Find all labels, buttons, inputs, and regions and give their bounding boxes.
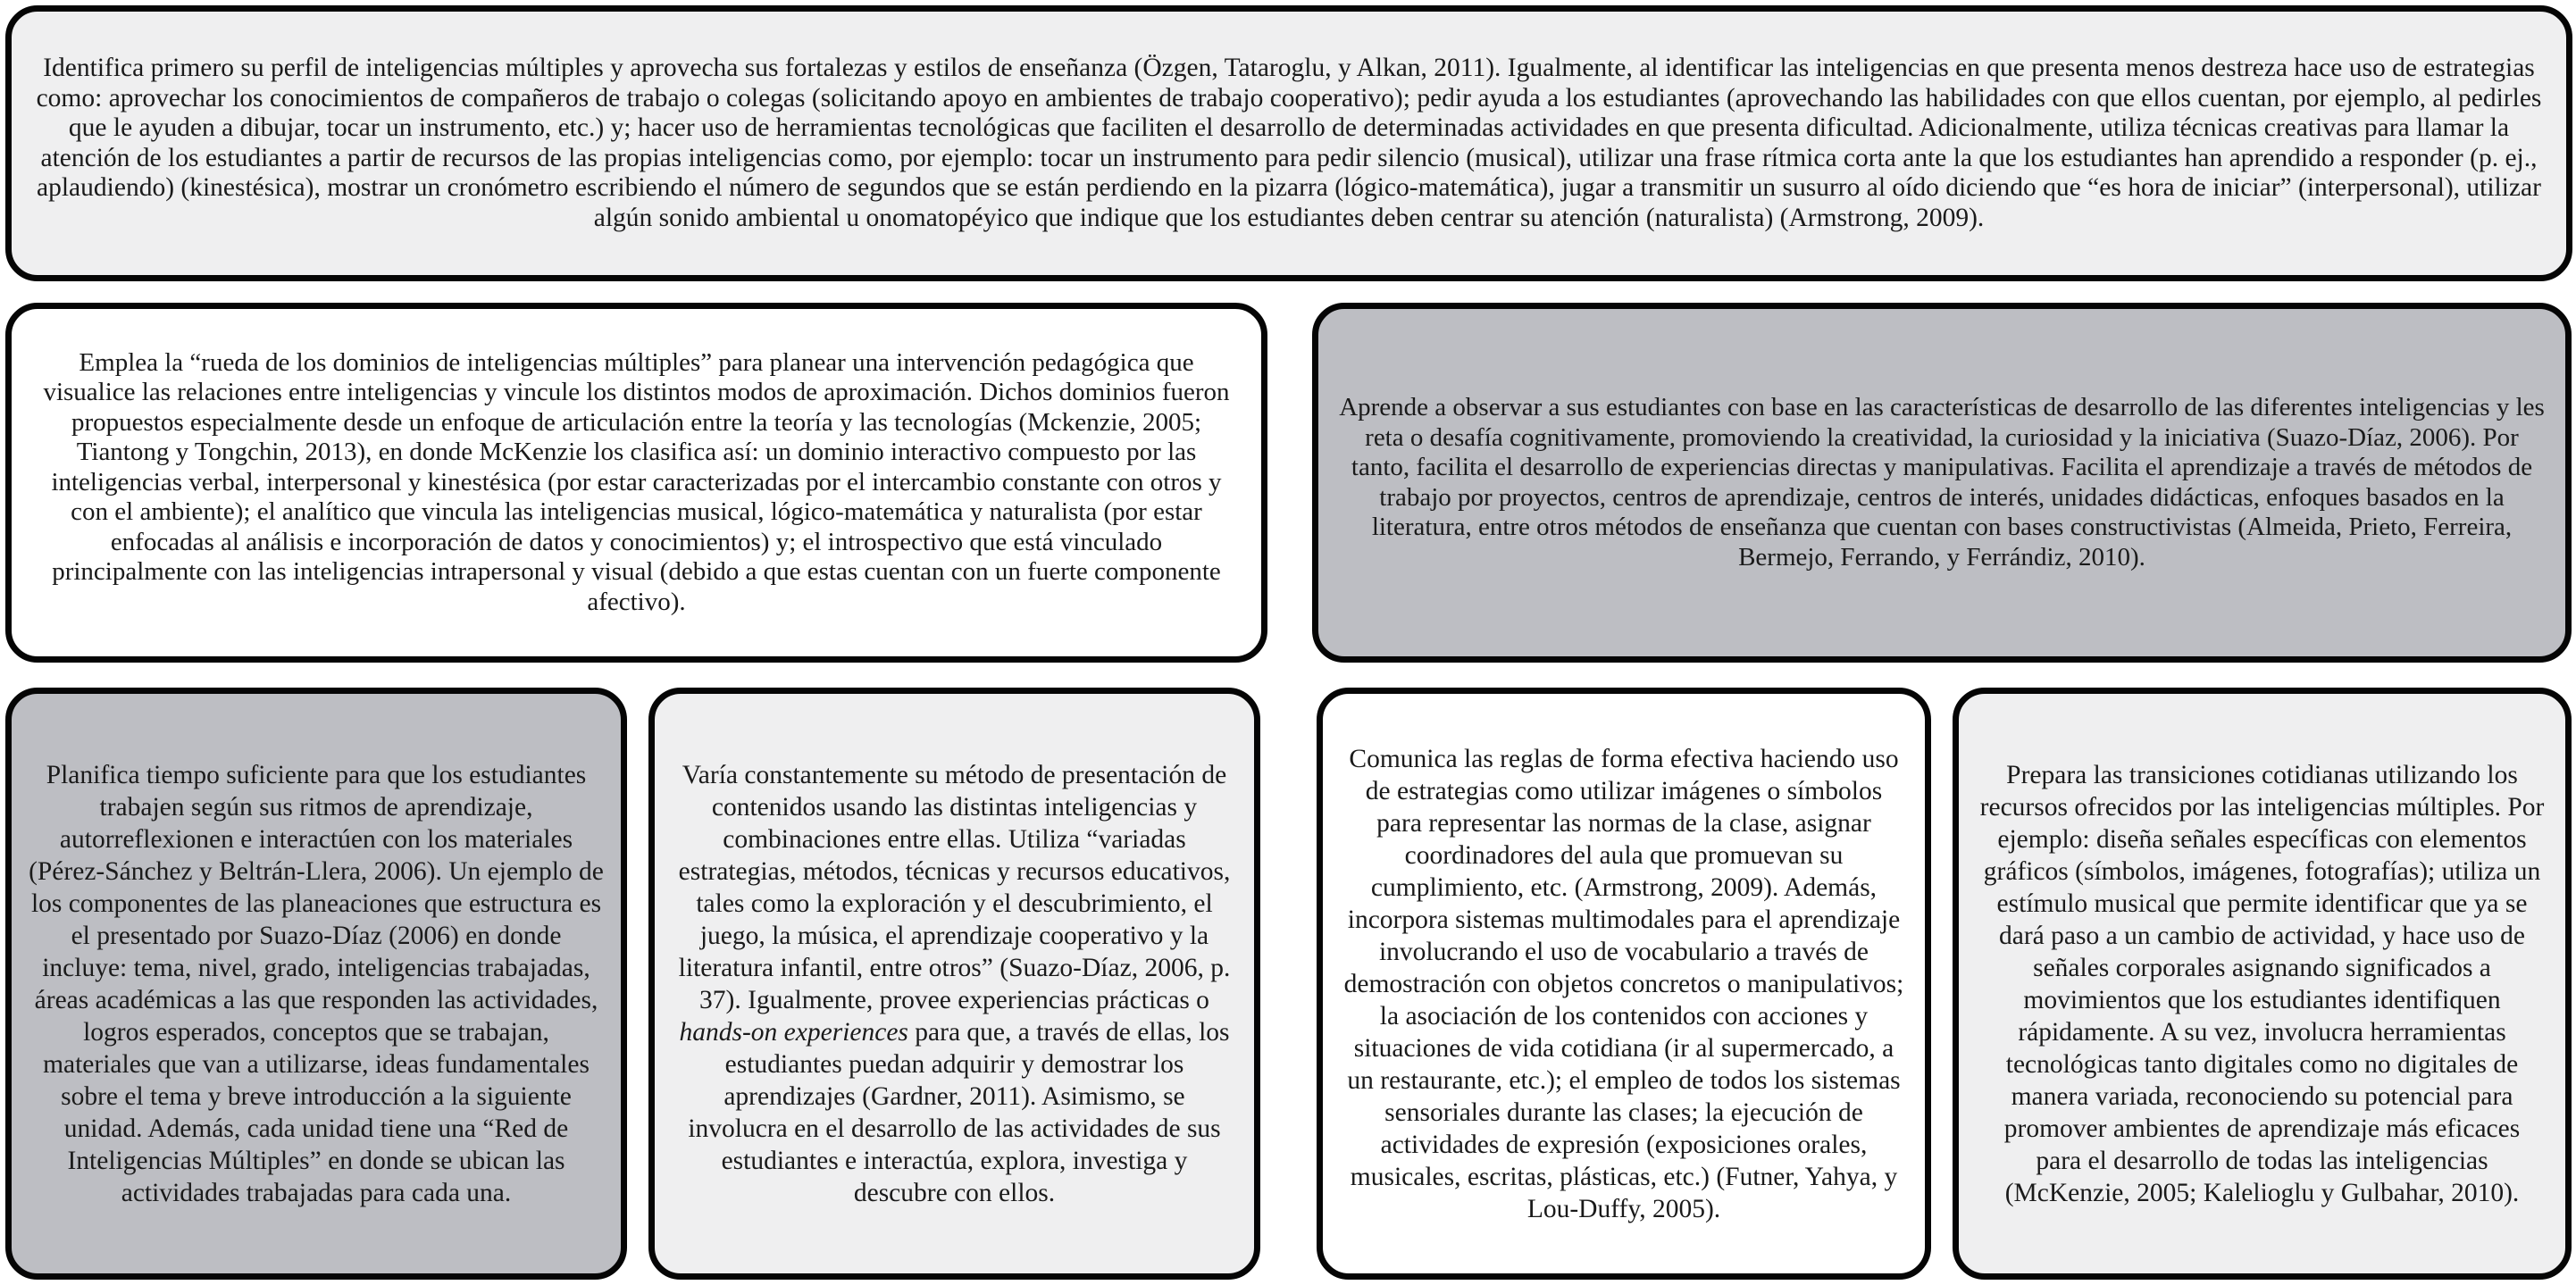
dominios-wheel-box	[5, 303, 1267, 663]
transitions-text: Prepara las transiciones cotidianas utilizando los recursos ofrecidos por las inteligencias múltiples. Por ejemplo: diseña señales específicas con elementos gráficos (símbolos, imágenes, fotografías); utiliza un estímulo musical que permite identificar que ya se dará paso a un cambio de actividad, y hace uso de señales corporales asignando significados a movimientos que los estudiantes identifiquen rápidamente. A su vez, involucra herramientas tecnológicas tanto digitales como no digitales de manera variada, reconociendo su potencial para promover ambientes de aprendizaje más eficaces para el desarrollo de todas las inteligencias (McKenzie, 2005; Kalelioglu y Gulbahar, 2010).	[1979, 760, 2545, 1207]
top-strategy-box	[5, 5, 2572, 281]
hands-on-experiences-term: hands-on experiences	[679, 1017, 908, 1047]
observe-students-box	[1312, 303, 2572, 663]
communicate-rules-box	[1317, 688, 1931, 1280]
plan-time-box	[5, 688, 627, 1280]
observe-students-text: Aprende a observar a sus estudiantes con base en las características de desarrollo de las diferentes inteligencias y les reta o desafía cognitivamente, promoviendo la creatividad, la curiosidad y la iniciativa (Suazo-Díaz, 2006). Por tanto, facilita el desarrollo de experiencias directas y manipulativas. Facilita el aprendizaje a través de métodos de trabajo por proyectos, centros de aprendizaje, centros de interés, unidades didácticas, enfoques basados en la literatura, entre otros métodos de enseñanza que cuentan con bases constructivistas (Almeida, Prieto, Ferreira, Bermejo, Ferrando, y Ferrándiz, 2010).	[1339, 393, 2545, 572]
communicate-rules-text: Comunica las reglas de forma efectiva haciendo uso de estrategias como utilizar imágenes o símbolos para representar las normas de la clase, asignar coordinadores del aula que promuevan su cumplimiento, etc. (Armstrong, 2009). Además, incorpora sistemas multimodales para el aprendizaje involucrando el uso de vocabulario a través de demostración con objetos concretos o manipulativos; la asociación de los contenidos con acciones y situaciones de vida cotidiana (ir al supermercado, a un restaurante, etc.); el empleo de todos los sistemas sensoriales durante las clases; la ejecución de actividades de expresión (exposiciones orales, musicales, escritas, plásticas, etc.) (Futner, Yahya, y Lou-Duffy, 2005).	[1343, 744, 1904, 1223]
top-strategy-text: Identifica primero su perfil de inteligencias múltiples y aprovecha sus fortalezas y estilos de enseñanza (Özgen, Tataroglu, y Alkan, 2011). Igualmente, al identificar las inteligencias en que presenta menos destreza hace uso de estrategias como: aprovechar los conocimientos de compañeros de trabajo o colegas (solicitando apoyo en ambientes de trabajo cooperativo); pedir ayuda a los estudiantes (aprovechando las habilidades con que ellos cuentan, por ejemplo, al pedirles que le ayuden a dibujar, tocar un instrumento, etc.) y; hacer uso de herramientas tecnológicas que faciliten el desarrollo de determinadas actividades en que presenta dificultad. Adicionalmente, utiliza técnicas creativas para llamar la atención de los estudiantes a partir de recursos de las propias inteligencias como, por ejemplo: tocar un instrumento para pedir silencio (musical), utilizar una frase rítmica corta ante la que los estudiantes han aprendido a responder (p. ej., aplaudiendo) (kinestésica), mostrar un cronómetro escribiendo el número de segundos que se están perdiendo en la pizarra (lógico-matemática), jugar a transmitir un susurro al oído diciendo que “es hora de iniciar” (interpersonal), utilizar algún sonido ambiental u onomatopéyico que indique que los estudiantes deben centrar su atención (naturalista) (Armstrong, 2009).	[36, 54, 2542, 232]
dominios-wheel-text: Emplea la “rueda de los dominios de inteligencias múltiples” para planear una intervención pedagógica que visualice las relaciones entre inteligencias y vincule los distintos modos de aproximación. Dichos dominios fueron propuestos especialmente desde un enfoque de articulación entre la teoría y las tecnologías (Mckenzie, 2005; Tiantong y Tongchin, 2013), en donde McKenzie los clasifica así: un dominio interactivo compuesto por las inteligencias verbal, interpersonal y kinestésica (por estar caracterizadas por el intercambio constante con otros y con el ambiente); el analítico que vincula las inteligencias musical, lógico-matemática y naturalista (por estar enfocadas al análisis e incorporación de datos y conocimientos) y; el introspectivo que está vinculado principalmente con las inteligencias intrapersonal y visual (debido a que estas cuentan con un fuerte componente afectivo).	[43, 347, 1230, 616]
transitions-box	[1953, 688, 2572, 1280]
vary-methods-text-1: Varía constantemente su método de presentación de contenidos usando las distintas inteligencias y combinaciones entre ellas. Utiliza “variadas estrategias, métodos, técnicas y recursos educativos, tales como la exploración y el descubrimiento, el juego, la música, el aprendizaje cooperativo y la literatura infantil, entre otros” (Suazo-Díaz, 2006, p. 37). Igualmente, provee experiencias prácticas o	[678, 760, 1231, 1014]
plan-time-text: Planifica tiempo suficiente para que los estudiantes trabajen según sus ritmos de aprendizaje, autorreflexionen e interactúen con los materiales (Pérez-Sánchez y Beltrán-Llera, 2006). Un ejemplo de los componentes de las planeaciones que estructura es el presentado por Suazo-Díaz (2006) en donde incluye: tema, nivel, grado, inteligencias trabajadas, áreas académicas a las que responden las actividades, logros esperados, conceptos que se trabajan, materiales que van a utilizarse, ideas fundamentales sobre el tema y breve introducción a la siguiente unidad. Además, cada unidad tiene una “Red de Inteligencias Múltiples” en donde se ubican las actividades trabajadas para cada una.	[29, 760, 604, 1207]
vary-methods-text-2: para que, a través de ellas, los estudiantes puedan adquirir y demostrar los aprendizajes (Gardner, 2011). Asimismo, se involucra en el desarrollo de las actividades de sus estudiantes e interactúa, explora, investiga y descubre con ellos.	[688, 1017, 1230, 1207]
vary-methods-text	[673, 759, 1236, 1209]
vary-methods-box	[648, 688, 1260, 1280]
